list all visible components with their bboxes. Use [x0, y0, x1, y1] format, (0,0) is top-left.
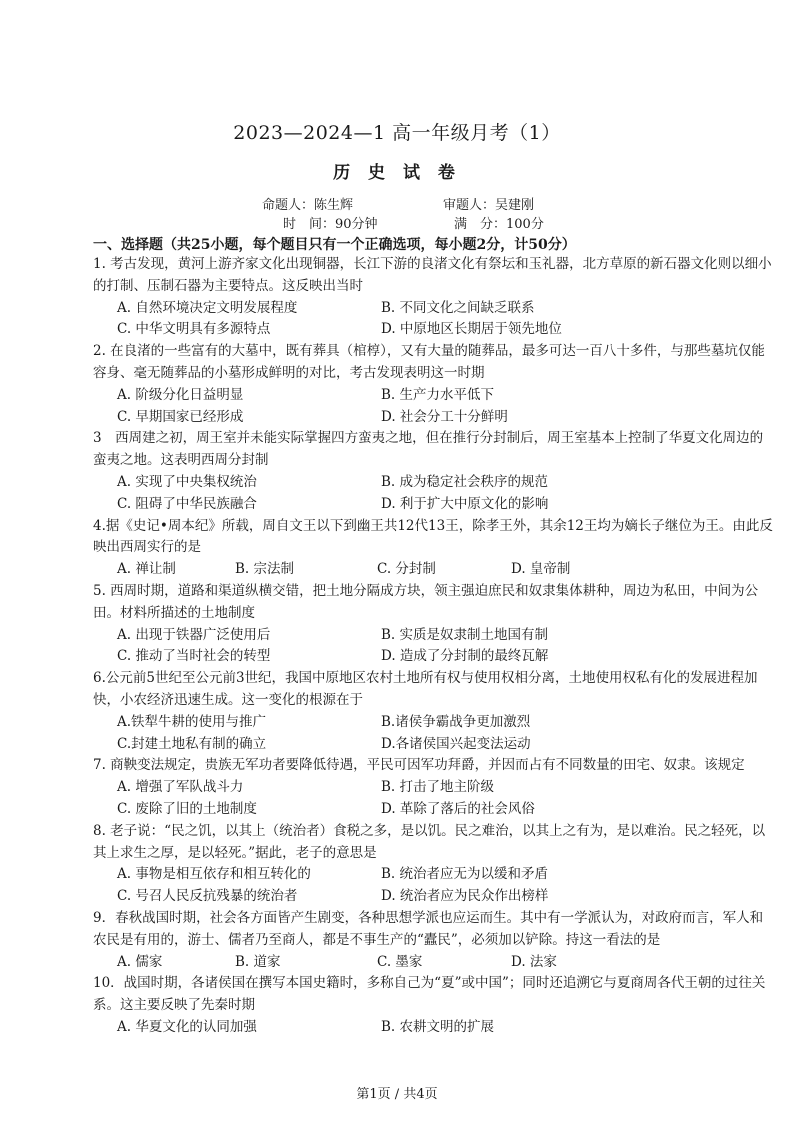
question	[93, 668, 773, 755]
option-group	[93, 472, 773, 516]
question	[93, 341, 773, 428]
option: C. 早期国家已经形成	[117, 408, 244, 425]
option-group	[93, 777, 773, 821]
option: D. 社会分工十分鲜明	[381, 408, 508, 425]
question	[93, 516, 773, 581]
option: B. 道家	[235, 953, 281, 970]
option: B. 不同文化之间缺乏联系	[381, 299, 535, 316]
option: D. 利于扩大中原文化的影响	[381, 495, 549, 512]
option: C. 阻碍了中华民族融合	[117, 495, 257, 512]
option: C.封建土地私有制的确立	[117, 735, 267, 752]
exam-title: 2023—2024—1 高一年级月考（1）	[233, 122, 561, 144]
score-label: 满 分：100分	[454, 217, 544, 232]
question	[93, 821, 773, 908]
option: D. 中原地区长期居于领先地位	[381, 321, 562, 338]
question-stem: 5. 西周时期，道路和渠道纵横交错，把土地分隔成方块，领主强迫庶民和奴隶集体耕种，周边为私田，中间为公田。材料所描述的土地制度	[93, 582, 759, 621]
option: C. 废除了旧的土地制度	[117, 800, 257, 817]
option: D. 革除了落后的社会风俗	[381, 800, 535, 817]
option: B. 宗法制	[235, 561, 295, 578]
option: A. 自然环境决定文明发展程度	[117, 299, 298, 316]
option: A. 出现于铁器广泛使用后	[117, 626, 271, 643]
question-stem: 1. 考古发现，黄河上游齐家文化出现铜器，长江下游的良渚文化有祭坛和玉礼器，北方草原的新石器文化则以细小的打制、压制石器为主要特点。这反映出当时	[93, 256, 772, 294]
question	[93, 908, 773, 973]
option: B. 生产力水平低下	[381, 386, 495, 403]
subject-heading: 历 史 试 卷	[333, 163, 461, 183]
page-footer: 第1页 / 共4页	[356, 1087, 438, 1102]
question	[93, 755, 773, 820]
option: B. 成为稳定社会秩序的规范	[381, 473, 549, 490]
question-stem: 9．春秋战国时期，社会各方面皆产生剧变，各种思想学派也应运而生。其中有一学派认为，对政府而言，军人和农民是有用的，游士、儒者乃至商人，都是不事生产的“蠹民”，必须加以铲除。持这一看法的是	[93, 909, 764, 948]
question	[93, 581, 773, 668]
question-list	[93, 254, 773, 1039]
option-group	[93, 952, 773, 974]
option-group	[93, 864, 773, 908]
option-group	[93, 712, 773, 756]
time-label: 时 间：90分钟	[283, 217, 378, 232]
option-group	[93, 559, 773, 581]
option: A. 禅让制	[117, 561, 176, 578]
option: C. 中华文明具有多源特点	[117, 321, 271, 338]
option: A. 阶级分化日益明显	[117, 386, 244, 403]
option: A. 儒家	[117, 953, 163, 970]
option: D.各诸侯国兴起变法运动	[381, 735, 531, 752]
option: B.诸侯争霸战争更加激烈	[381, 713, 531, 730]
option: B. 农耕文明的扩展	[381, 1018, 495, 1035]
option: A. 华夏文化的认同加强	[117, 1018, 257, 1035]
option: A. 增强了军队战斗力	[117, 779, 244, 796]
question-stem: 10．战国时期，各诸侯国在撰写本国史籍时，多称自己为“夏”或中国”；同时还追溯它与夏商周各代王朝的过往关系。这主要反映了先秦时期	[93, 975, 766, 1014]
option: C. 分封制	[377, 561, 436, 578]
question	[93, 973, 773, 1038]
option: C. 推动了当时社会的转型	[117, 648, 271, 665]
option: D. 造成了分封制的最终瓦解	[381, 648, 549, 665]
option: D. 皇帝制	[511, 561, 571, 578]
option: D. 统治者应为民众作出榜样	[381, 888, 549, 905]
option: D. 法家	[511, 953, 557, 970]
question-stem: 8. 老子说：“民之饥，以其上（统治者）食税之多，是以饥。民之难治，以其上之有为，是以难治。民之轻死，以其上求生之厚，是以轻死。”据此，老子的意思是	[93, 822, 766, 861]
option: A.铁犁牛耕的使用与推广	[117, 713, 267, 730]
question	[93, 428, 773, 515]
option-group	[93, 298, 773, 342]
option: C. 墨家	[377, 953, 423, 970]
option: B. 统治者应无为以缓和矛盾	[381, 866, 549, 883]
question-stem: 4.据《史记•周本纪》所载，周自文王以下到幽王共12代13王，除孝王外，其余12王均为嫡长子继位为王。由此反映出西周实行的是	[93, 517, 773, 556]
option: B. 打击了地主阶级	[381, 779, 495, 796]
option-group	[93, 1017, 773, 1039]
option-group	[93, 625, 773, 669]
question-stem: 6.公元前5世纪至公元前3世纪，我国中原地区农村土地所有权与使用权相分离，土地使用权私有化的发展进程加快，小农经济迅速生成。这一变化的根源在于	[93, 670, 758, 708]
reviewer-label: 审题人：吴建刚	[443, 198, 535, 213]
section-heading: 一、选择题（共25小题，每个题目只有一个正确选项，每小题2分，计50分）	[93, 237, 576, 253]
option: B. 实质是奴隶制土地国有制	[381, 626, 549, 643]
question	[93, 254, 773, 341]
option: C. 号召人民反抗残暴的统治者	[117, 888, 298, 905]
setter-label: 命题人：陈生辉	[262, 198, 354, 213]
option: A. 实现了中央集权统治	[117, 473, 257, 490]
question-stem: 3 西周建之初，周王室并未能实际掌握四方蛮夷之地，但在推行分封制后，周王室基本上控制了华夏文化周边的蛮夷之地。这表明西周分封制	[93, 430, 764, 469]
question-stem: 2. 在良渚的一些富有的大墓中，既有葬具（棺椁），又有大量的随葬品，最多可达一百八十多件，与那些墓坑仅能容身、毫无随葬品的小墓形成鲜明的对比，考古发现表明这一时期	[93, 343, 765, 381]
question-stem: 7. 商鞅变法规定，贵族无军功者要降低待遇，平民可因军功拜爵，并因而占有不同数量的田宅、奴隶。该规定	[93, 757, 745, 774]
option-group	[93, 385, 773, 429]
option: A. 事物是相互依存和相互转化的	[117, 866, 311, 883]
